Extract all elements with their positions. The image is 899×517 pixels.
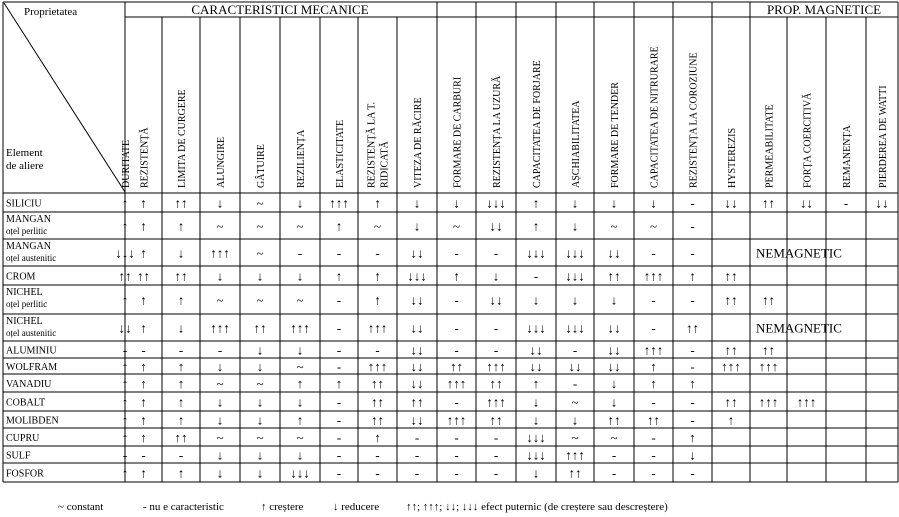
table-cell: - <box>690 394 695 410</box>
table-cell: ↓ <box>610 394 618 410</box>
table-cell: ↑ <box>335 376 343 391</box>
table-cell: - <box>336 447 342 463</box>
column-header-15: CAPACITATEA DE NITRURARE <box>649 46 661 188</box>
column-header-18: PERMEABILITATE <box>764 104 776 188</box>
table-cell: ↓↓ <box>410 359 424 374</box>
table-cell: ~ <box>296 218 304 234</box>
table-cell: ↑↑↑ <box>367 320 388 336</box>
table-cell: ↓ <box>296 447 304 463</box>
table-cell: ↑ <box>121 359 129 374</box>
table-cell: - <box>572 376 578 391</box>
table-cell: ↓ <box>610 376 618 391</box>
table-cell: ↑↑↑ <box>565 447 585 463</box>
column-header-8: REZISTENȚĂ LA T. <box>366 101 378 188</box>
table-cell: - <box>336 412 342 428</box>
table-cell: ↓ <box>216 268 224 284</box>
column-header-13: AȘCHIABILITATEA <box>571 100 582 188</box>
table-cell: ↑ <box>121 292 129 308</box>
table-cell: - <box>843 195 849 211</box>
table-cell: - <box>690 245 695 261</box>
table-cell: - <box>414 465 420 481</box>
table-cell: ~ <box>216 218 224 234</box>
table-cell: ↓ <box>256 394 264 410</box>
table-cell: ↑ <box>121 195 129 211</box>
table-cell: ↑ <box>374 430 381 445</box>
table-cell: ↓↓ <box>607 245 621 261</box>
table-cell: - <box>651 320 656 336</box>
table-cell: ↓↓ <box>410 412 424 428</box>
table-cell: ↑ <box>727 412 735 428</box>
table-cell: ↓↓↓ <box>115 245 135 261</box>
table-cell: ↓ <box>216 447 224 463</box>
table-cell: - <box>122 447 128 463</box>
table-cell: ↓ <box>256 412 264 428</box>
table-cell: ↑ <box>140 465 147 481</box>
row-element-name: oțel austenitic <box>6 253 57 263</box>
row-element-name: NICHEL <box>6 287 43 298</box>
table-cell: - <box>454 394 459 410</box>
table-cell: - <box>336 245 342 261</box>
table-cell: ↓ <box>532 412 540 428</box>
table-cell: ~ <box>610 430 618 445</box>
table-cell: ↓ <box>256 359 264 374</box>
table-cell: ~ <box>216 292 224 308</box>
table-cell: - <box>375 342 380 358</box>
table-cell: - <box>336 465 342 481</box>
table-cell: ↑↑ <box>174 430 188 445</box>
table-cell: ↓↓ <box>607 342 621 358</box>
table-cell: ↑ <box>177 359 185 374</box>
table-cell: - <box>572 342 578 358</box>
table-cell: - <box>141 342 146 358</box>
table-cell: ↓↓↓ <box>565 268 585 284</box>
table-cell: ↑ <box>532 376 540 391</box>
table-cell: - <box>336 342 342 358</box>
table-cell: ↑↑ <box>371 412 384 428</box>
table-cell: ↓↓↓ <box>290 465 310 481</box>
table-cell: ↑↑ <box>607 268 621 284</box>
table-cell: ~ <box>256 195 264 211</box>
table-cell: ~ <box>571 430 579 445</box>
table-cell: - <box>178 447 184 463</box>
table-cell: - <box>122 342 128 358</box>
table-cell: - <box>454 465 459 481</box>
table-cell: ↑↑ <box>371 394 384 410</box>
table-cell: ↑ <box>532 218 540 234</box>
table-cell: ↑ <box>689 376 696 391</box>
corner-property-label: Proprietatea <box>24 6 78 18</box>
table-cell: - <box>297 245 303 261</box>
column-header-19: FORȚA COERCITIVĂ <box>802 92 814 188</box>
table-cell: ↑↑ <box>724 394 738 410</box>
table-cell: ~ <box>296 430 304 445</box>
table-cell: ↑ <box>140 412 147 428</box>
table-cell: ↑ <box>453 268 460 284</box>
table-cell: ↑↑ <box>174 268 188 284</box>
table-cell: - <box>454 447 459 463</box>
table-cell: ↓↓ <box>489 218 503 234</box>
table-cell: ↓ <box>177 320 185 336</box>
table-cell: ↓ <box>571 412 579 428</box>
table-cell: - <box>493 342 499 358</box>
table-cell: ~ <box>296 292 304 308</box>
table-cell: ↑ <box>335 218 343 234</box>
legend-increase: ↑ creștere <box>261 501 304 513</box>
group-magnetic-title: PROP. MAGNETICE <box>766 2 882 17</box>
table-cell: - <box>493 447 499 463</box>
table-cell: - <box>336 394 342 410</box>
column-header-14: FORMARE DE TENDER <box>610 82 621 188</box>
table-cell: ↓ <box>256 268 264 284</box>
table-cell: ~ <box>373 218 382 234</box>
table-cell: ↓↓ <box>410 245 424 261</box>
table-cell: ↑↑↑ <box>758 359 779 374</box>
table-cell: - <box>690 218 695 234</box>
table-cell: ↑↑ <box>371 376 384 391</box>
table-cell: - <box>375 465 380 481</box>
table-cell: ~ <box>256 245 264 261</box>
table-cell: ↑↑ <box>118 268 132 284</box>
nemagnetic-note: NEMAGNETIC <box>756 320 842 336</box>
table-cell: - <box>690 465 695 481</box>
table-cell: ~ <box>452 218 461 234</box>
corner-element-label: de aliere <box>6 160 44 172</box>
table-cell: ↑ <box>140 218 147 234</box>
table-cell: ↓↓ <box>529 342 543 358</box>
table-cell: ↓↓ <box>568 359 582 374</box>
table-cell: ↑↑↑ <box>796 394 817 410</box>
table-cell: ↑ <box>121 465 129 481</box>
legend-strong-effect: ↑↑; ↑↑↑; ↓↓; ↓↓↓ efect puternic (de creștere sau descreștere) <box>406 501 668 513</box>
table-cell: ↓ <box>413 218 421 234</box>
table-cell: ↓ <box>256 465 264 481</box>
table-cell: ↓ <box>296 342 304 358</box>
table-cell: ↓↓↓ <box>526 320 546 336</box>
table-cell: - <box>336 430 342 445</box>
table-cell: ↓↓↓ <box>526 245 546 261</box>
table-cell: - <box>375 245 380 261</box>
table-cell: ↑ <box>335 268 343 284</box>
legend-constant: ~ constant <box>58 501 104 513</box>
table-cell: ↑ <box>121 394 129 410</box>
column-header-21: PIERDEREA DE WATTI <box>878 85 889 188</box>
table-cell: ↑↑ <box>253 320 267 336</box>
table-cell: - <box>493 320 499 336</box>
table-cell: - <box>493 245 499 261</box>
table-cell: - <box>611 447 617 463</box>
table-cell: ↑ <box>177 394 185 410</box>
table-cell: - <box>493 465 499 481</box>
table-cell: ↓↓ <box>529 359 543 374</box>
table-cell: ↓ <box>256 447 264 463</box>
table-cell: ↓ <box>413 195 421 211</box>
table-cell: ↓↓↓ <box>407 268 427 284</box>
table-cell: ↑↑ <box>568 465 582 481</box>
table-cell: - <box>493 430 499 445</box>
row-element-name: NICHEL <box>6 316 43 327</box>
column-header-16: REZISTENȚA LA COROZIUNE <box>688 52 700 188</box>
table-cell: ~ <box>256 218 264 234</box>
table-cell: ↑ <box>140 245 147 261</box>
table-cell: ↓↓↓ <box>526 447 546 463</box>
table-cell: ↑↑↑ <box>446 376 467 391</box>
table-cell: ↑ <box>374 292 381 308</box>
table-cell: ~ <box>216 430 224 445</box>
table-cell: ↓ <box>689 447 696 463</box>
table-cell: - <box>454 342 459 358</box>
table-cell: ↑↑ <box>410 394 424 410</box>
table-cell: ↑ <box>140 195 147 211</box>
table-cell: ↑ <box>374 195 381 211</box>
column-header-12: CAPACITATEA DE FORJARE <box>532 60 543 188</box>
column-header-7: ELASTICITATE <box>335 119 346 188</box>
table-cell: ↑ <box>689 430 696 445</box>
legend <box>0 497 899 517</box>
table-cell: ↑↑↑ <box>721 359 741 374</box>
table-cell: ↓↓↓ <box>565 245 585 261</box>
table-cell: ↑↑↑ <box>210 320 230 336</box>
table-cell: - <box>375 447 380 463</box>
table-cell: ↑↑↑ <box>486 394 506 410</box>
row-element-name: COBALT <box>6 397 46 409</box>
table-cell: ↓ <box>532 394 540 410</box>
table-cell: - <box>651 465 656 481</box>
table-cell: ↓↓ <box>410 342 424 358</box>
row-element-name: WOLFRAM <box>6 362 58 373</box>
table-cell: ↓↓↓ <box>565 320 585 336</box>
table-cell: - <box>651 430 656 445</box>
row-element-name: CUPRU <box>6 433 40 444</box>
column-header-10: FORMARE DE CARBURI <box>452 76 464 188</box>
table-cell: ↓ <box>256 342 264 358</box>
table-cell: ↑↑ <box>489 412 503 428</box>
row-element-name: ALUMINIU <box>6 345 57 357</box>
table-cell: ↓ <box>610 195 618 211</box>
table-cell: ↓ <box>296 195 304 211</box>
table-cell: ↓ <box>532 292 540 308</box>
table-cell: ↑ <box>121 218 129 234</box>
column-header-17: HYSTEREZIS <box>727 128 738 188</box>
row-element-name: MANGAN <box>6 241 51 252</box>
table-cell: ↓ <box>650 195 657 211</box>
row-element-name: MANGAN <box>6 214 51 225</box>
table-cell: ↑ <box>650 359 657 374</box>
table-cell: ↑↑ <box>724 268 738 284</box>
table-cell: - <box>454 430 459 445</box>
table-cell: - <box>454 320 459 336</box>
table-cell: ↓↓ <box>410 376 424 391</box>
row-element-name: oțel austenitic <box>6 328 57 338</box>
table-cell: ↓↓ <box>607 320 621 336</box>
table-cell: ↓ <box>492 268 500 284</box>
table-cell: - <box>454 292 459 308</box>
table-cell: ↑ <box>532 195 540 211</box>
table-cell: ↑ <box>177 465 185 481</box>
table-cell: ↑↑↑ <box>367 359 388 374</box>
table-cell: - <box>336 320 342 336</box>
table-cell: - <box>414 430 420 445</box>
table-cell: ↓↓ <box>410 292 424 308</box>
table-cell: ↑ <box>121 412 129 428</box>
table-cell: - <box>336 292 342 308</box>
row-element-name: oțel perlitic <box>6 299 48 309</box>
table-cell: ↓ <box>296 394 304 410</box>
table-cell: ↑ <box>177 292 185 308</box>
table-cell: ↑ <box>374 268 381 284</box>
table-cell: - <box>690 195 695 211</box>
table-cell: ↑ <box>296 376 304 391</box>
table-cell: ↑ <box>689 268 696 284</box>
table-cell: - <box>454 245 459 261</box>
table-cell: ↓ <box>216 195 224 211</box>
table-cell: ~ <box>256 376 264 391</box>
table-cell: ↑ <box>140 320 147 336</box>
table-cell: ↑↑ <box>762 195 775 211</box>
table-cell: ↑↑ <box>686 320 699 336</box>
column-header-3: LIMITA DE CURGERE <box>177 89 188 188</box>
nemagnetic-note: NEMAGNETIC <box>756 245 842 261</box>
table-cell: ↑↑↑ <box>329 195 349 211</box>
group-mechanical-title: CARACTERISTICI MECANICE <box>191 2 369 17</box>
row-element-name: CROM <box>6 271 36 283</box>
table-cell: ↓ <box>216 412 224 428</box>
column-header-1: DURITATE <box>121 139 132 188</box>
table-cell: ↓ <box>216 465 224 481</box>
table-cell: ↓↓↓ <box>486 195 506 211</box>
table-cell: ↑↑ <box>607 412 621 428</box>
table-cell: - <box>414 447 420 463</box>
table-cell: ~ <box>256 430 264 445</box>
column-header-4: ALUNGIRE <box>216 136 227 188</box>
column-header-9: VITEZA DE RĂCIRE <box>413 97 424 188</box>
row-element-name: SILICIU <box>6 198 42 210</box>
table-cell: ↑↑ <box>647 412 660 428</box>
table-cell: - <box>690 292 695 308</box>
table-cell: ↑↑↑ <box>758 394 779 410</box>
table-cell: ~ <box>649 218 658 234</box>
table-cell: ↓ <box>296 268 304 284</box>
corner-element-label: Element <box>6 147 43 159</box>
table-cell: ↑↑↑ <box>446 412 467 428</box>
table-cell: ↓↓ <box>724 195 738 211</box>
table-cell: - <box>690 359 695 374</box>
table-cell: ↑↑ <box>450 359 463 374</box>
table-cell: - <box>651 447 656 463</box>
table-cell: - <box>690 342 695 358</box>
table-cell: ↑ <box>650 376 657 391</box>
table-cell: - <box>336 359 342 374</box>
table-cell: ↑ <box>121 376 129 391</box>
row-element-name: oțel perlitic <box>6 226 48 236</box>
table-cell: ↑↑ <box>762 292 775 308</box>
table-cell: ↑ <box>140 394 147 410</box>
table-cell: ↓ <box>177 245 185 261</box>
table-cell: ↓↓ <box>118 320 132 336</box>
column-header-8: RIDICATĂ <box>379 141 391 188</box>
table-cell: ↑↑↑ <box>210 245 230 261</box>
table-cell: ↓ <box>571 218 579 234</box>
table-cell: - <box>178 342 184 358</box>
row-element-name: SULF <box>6 450 31 462</box>
table-cell: ↑↑ <box>762 342 775 358</box>
table-cell: ↑↑↑ <box>643 268 664 284</box>
column-header-5: GÂTUIRE <box>256 144 267 188</box>
table-cell: ~ <box>216 376 224 391</box>
table-cell: ↑ <box>177 376 185 391</box>
table-cell: ↑ <box>140 359 147 374</box>
table-cell: ↓ <box>532 465 540 481</box>
table-cell: ~ <box>610 218 618 234</box>
table-cell: ↑↑ <box>724 342 738 358</box>
table-cell: ↑↑ <box>137 268 150 284</box>
table-cell: ↑ <box>140 376 147 391</box>
table-cell: ↑ <box>140 430 147 445</box>
table-cell: ↑ <box>140 292 147 308</box>
legend-not-characteristic: - nu e caracteristic <box>143 501 224 513</box>
table-cell: ~ <box>296 359 304 374</box>
table-cell: ↑ <box>177 218 185 234</box>
table-cell: ↓ <box>216 394 224 410</box>
table-cell: ↓ <box>571 195 579 211</box>
row-element-name: MOLIBDEN <box>6 415 59 427</box>
table-cell: ↑↑↑ <box>486 359 506 374</box>
column-header-2: REZISTENȚĂ <box>139 127 151 188</box>
table-cell: - <box>217 342 223 358</box>
table-cell: - <box>651 394 656 410</box>
legend-decrease: ↓ reducere <box>333 501 380 513</box>
table-cell: ↓ <box>610 292 618 308</box>
table-cell: ↑↑↑ <box>290 320 310 336</box>
column-header-11: REZISTENȚA LA UZURĂ <box>492 75 503 188</box>
table-cell: ↓ <box>216 359 224 374</box>
table-cell: - <box>651 292 656 308</box>
table-cell: ↑↑ <box>489 376 503 391</box>
table-cell: ↓↓ <box>800 195 813 211</box>
table-cell: ~ <box>571 394 579 410</box>
table-cell: ↓ <box>453 195 460 211</box>
table-cell: - <box>690 412 695 428</box>
table-cell: ↑ <box>177 412 185 428</box>
row-element-name: VANADIU <box>6 379 52 390</box>
table-cell: ↓↓ <box>489 292 503 308</box>
table-cell: ↑↑ <box>174 195 188 211</box>
table-cell: ↑ <box>296 412 304 428</box>
table-cell: ↓↓↓ <box>526 430 546 445</box>
table-cell: ↑ <box>121 430 129 445</box>
column-header-20: REMANENȚA <box>842 125 853 188</box>
table-cell: ↓↓ <box>607 359 621 374</box>
row-element-name: FOSFOR <box>6 468 44 480</box>
table-cell: - <box>141 447 146 463</box>
table-cell: - <box>533 268 539 284</box>
table-cell: ↓ <box>571 292 579 308</box>
table-cell: - <box>651 245 656 261</box>
table-cell: - <box>611 465 617 481</box>
table-cell: ↑↑ <box>724 292 738 308</box>
table-cell: ↓↓ <box>875 195 889 211</box>
table-cell: ↓↓ <box>410 320 424 336</box>
table-cell: ↑↑↑ <box>643 342 664 358</box>
column-header-6: REZILIENȚA <box>296 129 307 188</box>
table-cell: ~ <box>256 292 264 308</box>
